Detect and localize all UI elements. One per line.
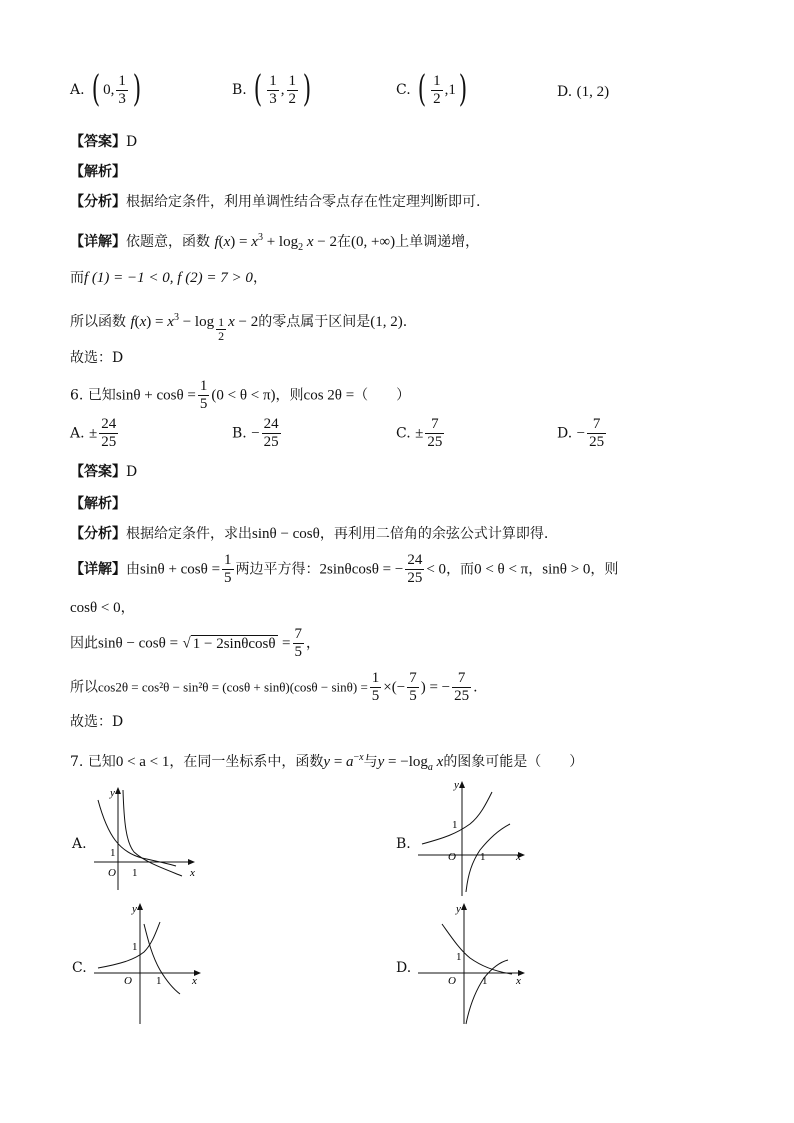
q6-detail-4: [70, 670, 478, 705]
detail-text: 的零点属于区间是: [258, 314, 371, 330]
graph-b: [414, 778, 534, 898]
stem-text: 已知: [87, 387, 116, 404]
graph-d: [414, 900, 534, 1025]
q5-detail-1: 【详解】依题意，函数 $f(x) = x^3 + \log_2 x - 2$在(0, +∞)上单调递增，: [70, 232, 480, 253]
q6-option-b: [232, 416, 283, 451]
origin-label: O: [448, 975, 456, 987]
question-number: 7.: [70, 754, 84, 770]
x-axis-label: x: [516, 851, 521, 863]
q7-option-b-label: B.: [396, 836, 411, 852]
frac-num: 24: [263, 416, 279, 432]
stem-text: 的图象可能是（ ）: [443, 754, 584, 770]
detail-math: < 0: [426, 561, 447, 578]
option-sign: −: [251, 425, 260, 442]
detail-text: 而: [70, 270, 84, 286]
q6-option-d: [557, 416, 608, 451]
detail-text: ，则: [590, 561, 619, 578]
option-label: C.: [396, 425, 411, 442]
tick-y-1: 1: [452, 819, 458, 831]
detail-math: sinθ − cosθ =: [98, 635, 179, 652]
option-a-label: A.: [70, 82, 85, 98]
frac-den: 25: [427, 434, 443, 450]
frac-num: 24: [407, 552, 423, 568]
q6-choice: 故选：D: [70, 714, 124, 730]
detail-text: ，: [252, 270, 267, 286]
answer-tag: 【答案】: [70, 134, 126, 150]
detail-text: 由: [126, 561, 140, 578]
q5-detail-2: [70, 268, 267, 288]
q5-analysis-tag: 【解析】: [70, 164, 126, 180]
x-axis-label: x: [516, 975, 521, 987]
x-axis-label: x: [190, 867, 195, 879]
tick-x-1: 1: [482, 975, 488, 987]
option-c-value: ,1: [444, 82, 456, 98]
detail-text: ，: [306, 635, 320, 652]
option-label: B.: [232, 425, 247, 442]
q5-answer: [70, 132, 137, 152]
detail-text: 依题意，函数: [126, 234, 210, 250]
frac-den: 5: [294, 644, 302, 660]
option-sign: ±: [415, 425, 424, 442]
detail-text: 在: [336, 234, 351, 250]
stem-math: 0 < a < 1: [115, 754, 170, 770]
q6-option-a: [70, 416, 120, 451]
y-axis-label: y: [454, 779, 459, 791]
fenxi-text: 根据给定条件，利用单调性结合零点存在性定理判断即可.: [126, 194, 481, 210]
stem-text: （ ）: [354, 387, 411, 404]
q6-detail-3: 因此sinθ − cosθ = √ 1 − 2sinθcosθ = $\frac{7}{5}$ ，: [70, 626, 320, 660]
option-d-label: D.: [557, 84, 573, 100]
q6-detail-1: [70, 552, 618, 587]
detail-math: sinθ + cosθ =: [140, 561, 221, 578]
frac-den: 5: [409, 688, 417, 704]
frac-den: 25: [454, 688, 470, 704]
graph-a: [90, 782, 200, 892]
option-sign: ±: [89, 425, 98, 442]
detail-math: 1 − 2sinθcosθ: [192, 635, 276, 652]
tick-y-1: 1: [110, 847, 116, 859]
stem-math: sinθ + cosθ =: [115, 387, 196, 404]
tick-y-1: 1: [456, 951, 462, 963]
frac-den: 5: [371, 688, 380, 704]
option-label: D.: [557, 425, 573, 442]
fenxi-text: ，再利用二倍角的余弦公式计算即得.: [319, 526, 549, 542]
q5-detail-3: 所以函数 $f(x) = x^3 - \log$ $\frac{1}{2}$ x − 2的零点属于区间是(1, 2).: [70, 312, 408, 343]
q6-detail-2: [70, 598, 135, 618]
detail-math: 2sinθcosθ = −: [319, 561, 404, 578]
option-b-sep: ,: [280, 82, 285, 98]
detail-math: f (1) = −1 < 0, f (2) = 7 > 0: [84, 270, 253, 286]
fenxi-math: sinθ − cosθ: [252, 526, 320, 542]
y-axis-label: y: [456, 903, 461, 915]
x-axis-label: x: [192, 975, 197, 987]
q6-answer: [70, 462, 137, 482]
detail-math: ×(−: [383, 679, 406, 696]
detail-math: (1, 2): [370, 314, 403, 330]
frac-den: 25: [589, 434, 605, 450]
answer-value: D: [126, 464, 138, 480]
stem-text: ，则: [275, 387, 304, 404]
option-c-label: C.: [396, 82, 411, 98]
detail-math: =: [282, 635, 291, 652]
frac-num: 7: [425, 416, 444, 434]
q5-fenxi: [70, 192, 480, 212]
detail-math: 0 < θ < π: [474, 561, 529, 578]
question-number: 6.: [70, 387, 84, 404]
frac-num: 7: [294, 626, 302, 642]
answer-tag: 【答案】: [70, 464, 126, 480]
detail-text: ，: [120, 600, 135, 616]
detail-math: ) = −: [420, 679, 451, 696]
detail-text: .: [473, 679, 478, 696]
frac-num: 1: [224, 552, 232, 568]
q6-stem: [70, 378, 410, 413]
graph-c: [90, 900, 210, 1025]
tick-y-1: 1: [132, 941, 138, 953]
q6-fenxi: [70, 524, 548, 544]
q7-option-a-label: A.: [72, 836, 87, 852]
detail-text: ，: [528, 561, 543, 578]
detail-text: ，而: [446, 561, 475, 578]
option-d-value: (1, 2): [576, 84, 610, 100]
frac-num: 1: [199, 378, 208, 394]
frac-den: 25: [407, 570, 423, 586]
detail-text: .: [402, 314, 408, 330]
detail-text: 上单调递增，: [395, 234, 480, 250]
option-a-value: 0,: [103, 82, 115, 98]
stem-math: (0 < θ < π): [211, 387, 276, 404]
option-label: A.: [70, 425, 85, 442]
detail-tag: 【详解】: [70, 561, 126, 578]
stem-text: 与: [363, 754, 378, 770]
option-sign: −: [576, 425, 586, 442]
fenxi-tag: 【分析】: [70, 526, 126, 542]
origin-label: O: [124, 975, 132, 987]
frac-num: 1: [371, 670, 380, 686]
detail-math: cosθ < 0: [70, 600, 121, 616]
detail-text: 两边平方得：: [235, 561, 320, 578]
origin-label: O: [448, 851, 456, 863]
frac-num: 24: [101, 416, 117, 432]
detail-math: cos2θ = cos²θ − sin²θ = (cosθ + sinθ)(cosθ − sinθ) =: [98, 679, 368, 695]
detail-math: sinθ > 0: [542, 561, 591, 578]
frac-den: 25: [101, 434, 117, 450]
detail-text: 所以: [70, 679, 98, 696]
stem-text: ，在同一坐标系中，函数: [169, 754, 324, 770]
option-b-label: B.: [232, 82, 247, 98]
frac-num: 7: [587, 416, 606, 434]
detail-text: 因此: [70, 635, 98, 652]
tick-x-1: 1: [480, 851, 486, 863]
q5-choice: 故选：D: [70, 350, 124, 366]
stem-text: 已知: [87, 754, 116, 770]
q6-analysis-tag: 【解析】: [70, 496, 126, 512]
q7-stem: 7. 已知0 < a < 1，在同一坐标系中，函数$y = a^{-x}$与$y = -\log_a$ x的图象可能是（ ）: [70, 752, 584, 773]
frac-den: 5: [199, 396, 208, 412]
fenxi-tag: 【分析】: [70, 194, 126, 210]
q7-option-c-label: C.: [72, 960, 87, 976]
origin-label: O: [108, 867, 116, 879]
answer-value: D: [126, 134, 138, 150]
frac-den: 5: [224, 570, 232, 586]
y-axis-label: y: [132, 903, 137, 915]
tick-x-1: 1: [156, 975, 162, 987]
q6-option-c: [396, 416, 446, 451]
frac-den: 25: [263, 434, 279, 450]
frac-num: 7: [452, 670, 471, 688]
tick-x-1: 1: [132, 867, 138, 879]
q7-option-d-label: D.: [396, 960, 412, 976]
fenxi-text: 根据给定条件，求出: [126, 526, 252, 542]
detail-tag: 【详解】: [70, 234, 126, 250]
y-axis-label: y: [110, 787, 115, 799]
detail-text: 所以函数: [70, 314, 126, 330]
stem-math: cos 2θ =: [303, 387, 355, 404]
frac-num: 7: [409, 670, 417, 686]
